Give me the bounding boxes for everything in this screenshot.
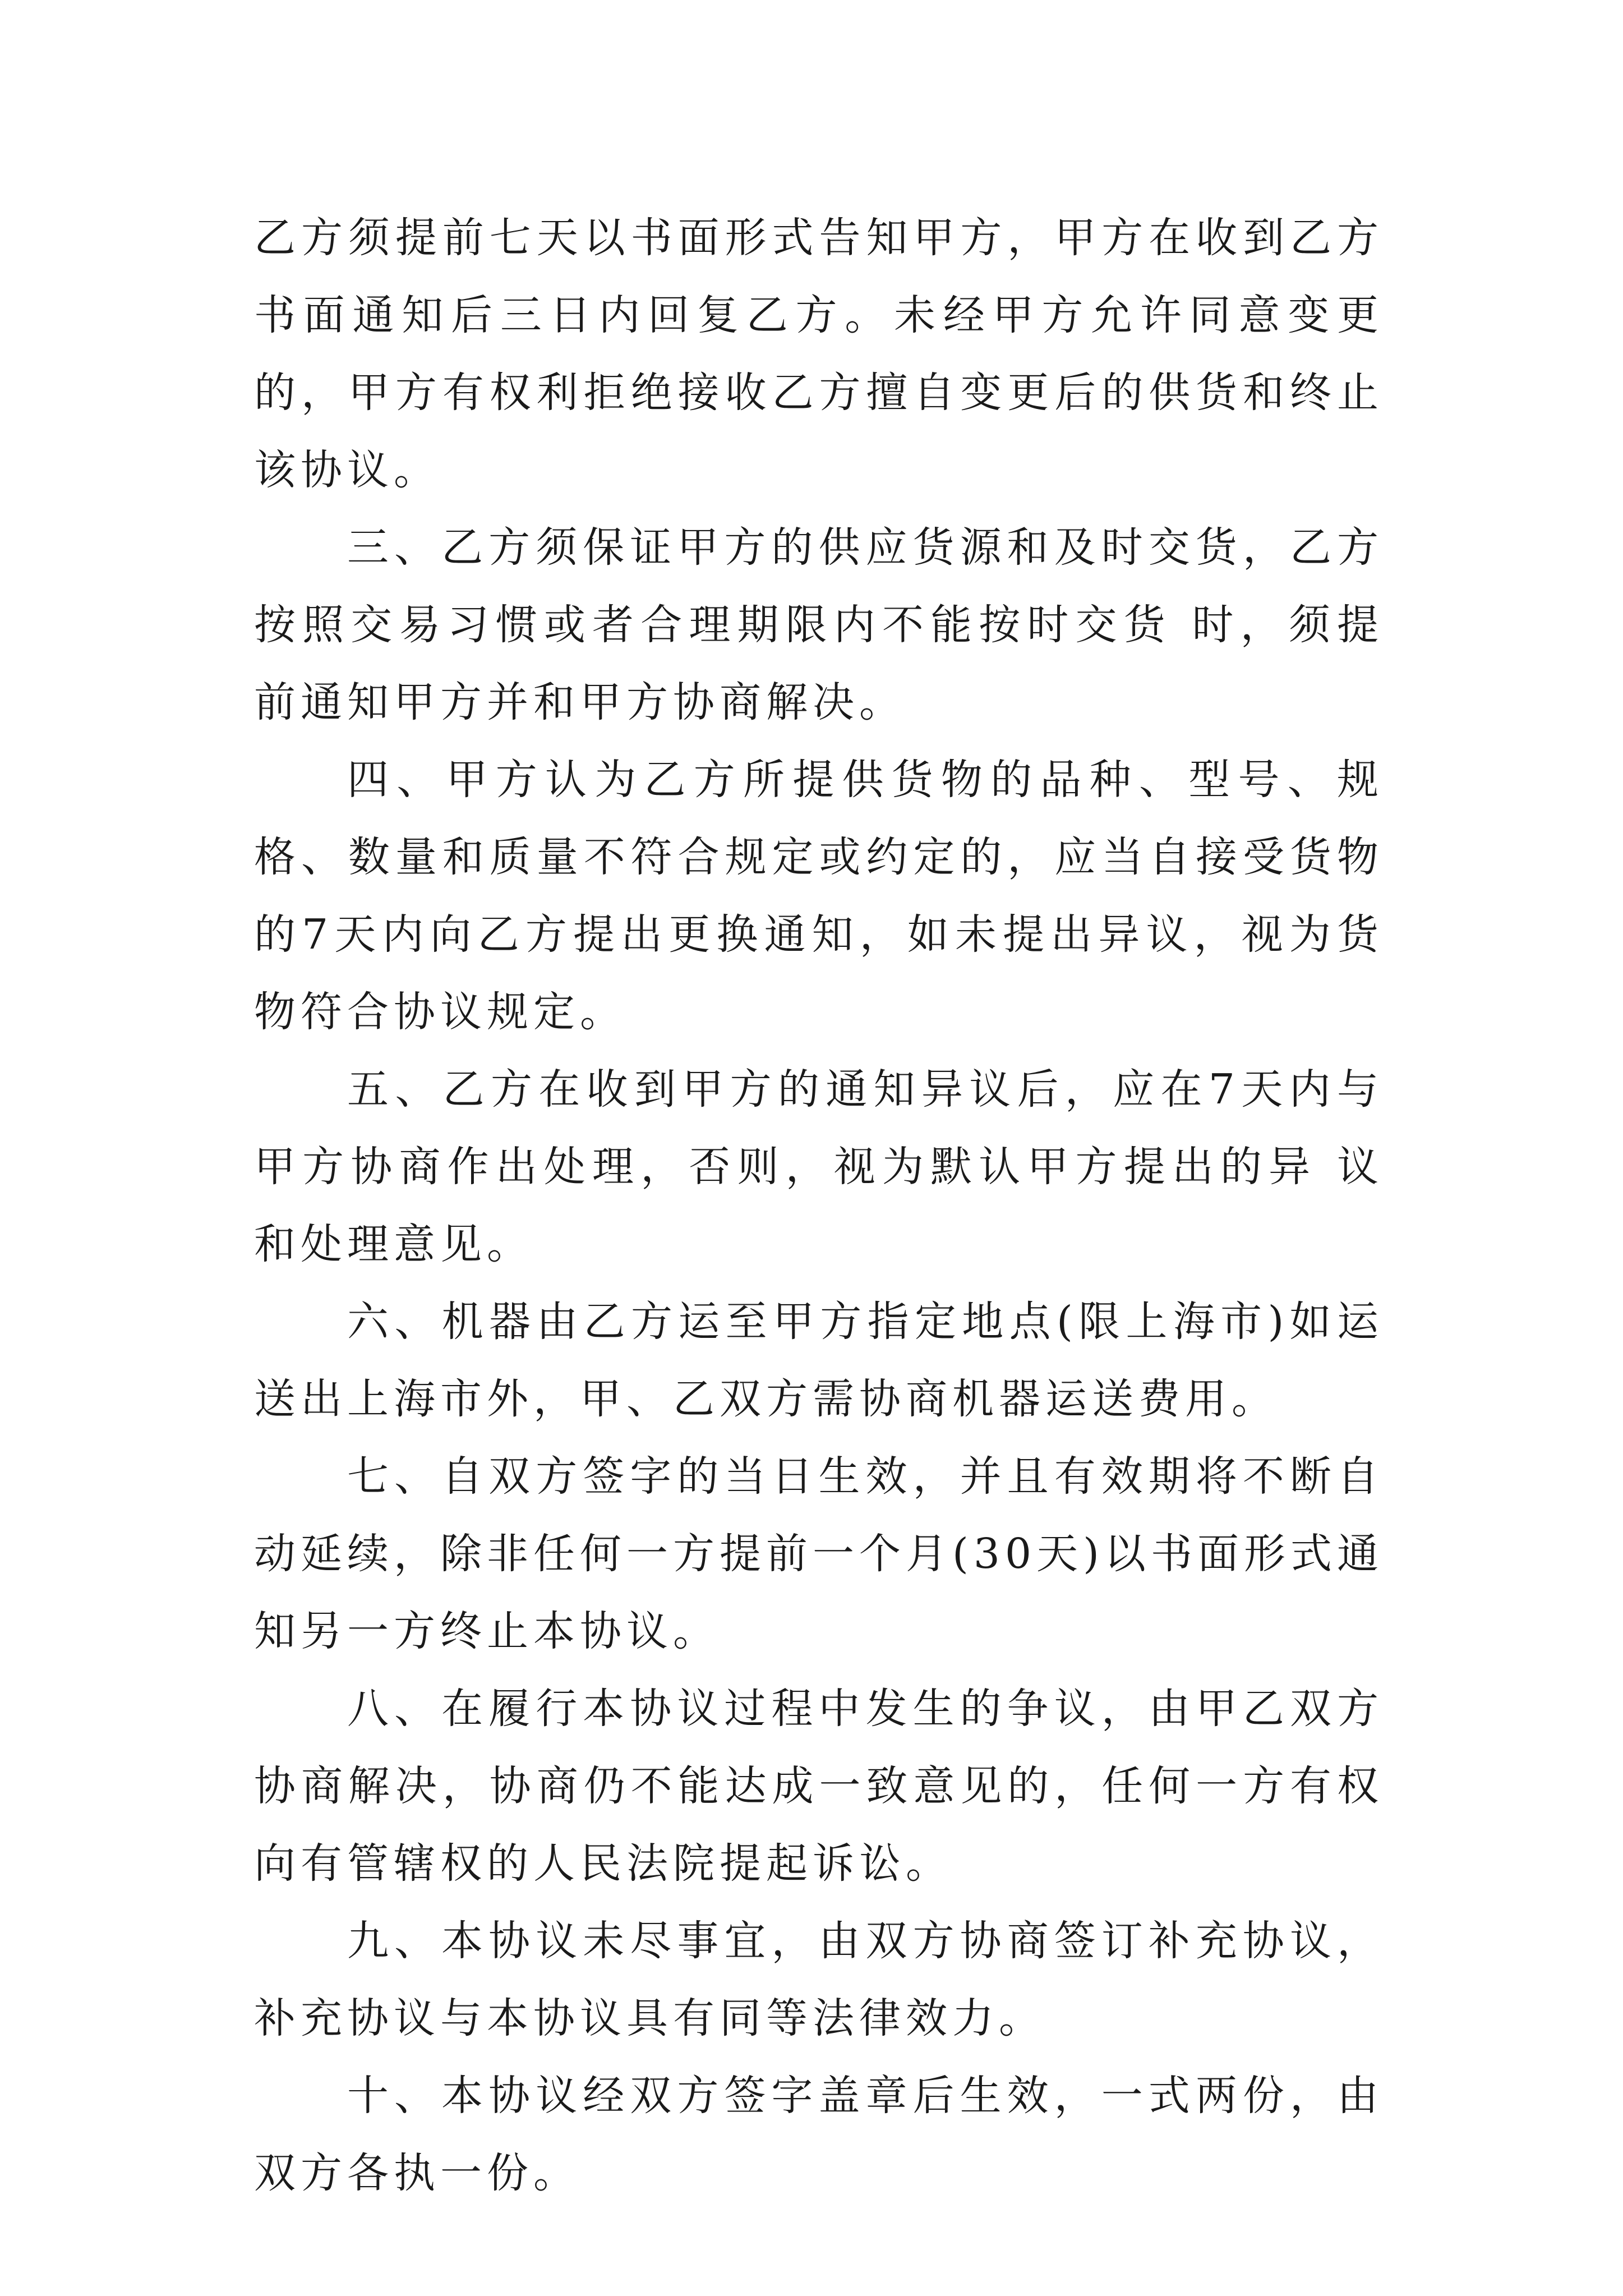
paragraph-continuation: 乙方须提前七天以书面形式告知甲方，甲方在收到乙方书面通知后三日内回复乙方。未经甲方允许同意变更的，甲方有权利拒绝接收乙方擅自变更后的供货和终止该协议。 <box>254 214 1384 494</box>
clause-10: 十、本协议经双方签字盖章后生效，一式两份，由双方各执一份。 <box>254 2072 1384 2197</box>
clause-5: 五、乙方在收到甲方的通知异议后，应在7天内与甲方协商作出处理，否则，视为默认甲方提出的异 议和处理意见。 <box>254 1065 1384 1268</box>
clause-4: 四、甲方认为乙方所提供货物的品种、型号、规格、数量和质量不符合规定或约定的，应当自接受货物的7天内向乙方提出更换通知，如未提出异议，视为货物符合协议规定。 <box>254 756 1384 1036</box>
document-body <box>254 199 1384 2212</box>
clause-3: 三、乙方须保证甲方的供应货源和及时交货，乙方按照交易习惯或者合理期限内不能按时交货 时，须提前通知甲方并和甲方协商解决。 <box>254 523 1384 726</box>
clause-8: 八、在履行本协议过程中发生的争议，由甲乙双方协商解决，协商仍不能达成一致意见的，任何一方有权向有管辖权的人民法院提起诉讼。 <box>254 1685 1384 1888</box>
clause-9: 九、本协议未尽事宜，由双方协商签订补充协议，补充协议与本协议具有同等法律效力。 <box>254 1917 1384 2042</box>
clause-6: 六、机器由乙方运至甲方指定地点(限上海市)如运送出上海市外，甲、乙双方需协商机器运送费用。 <box>254 1297 1384 1423</box>
clause-7: 七、自双方签字的当日生效，并且有效期将不断自动延续，除非任何一方提前一个月(30天)以书面形式通知另一方终止本协议。 <box>254 1452 1384 1655</box>
